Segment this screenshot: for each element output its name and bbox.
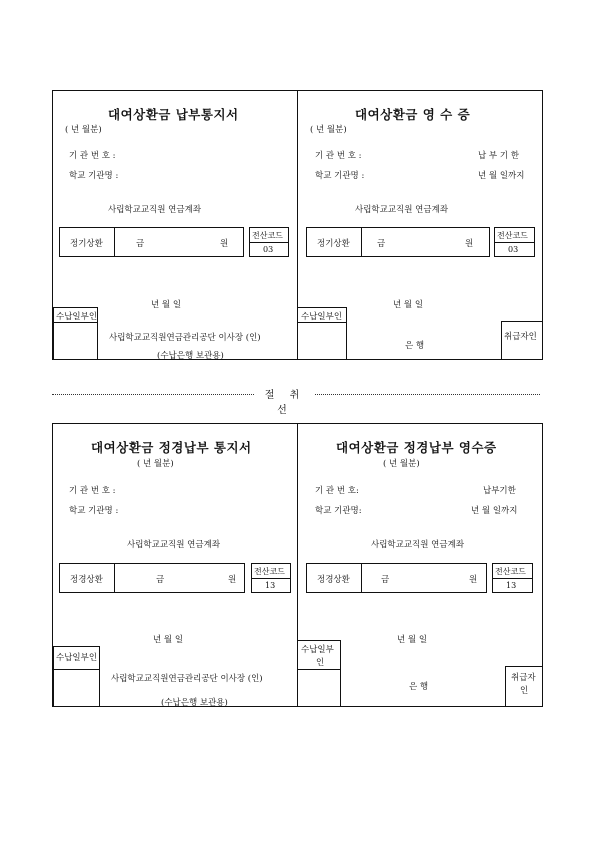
bottom-right-code-label: 전산코드 <box>495 567 526 576</box>
bottom-right-handler-stamp <box>505 666 543 707</box>
bottom-left-title: 대여상환금 정경납부 통지서 <box>91 440 252 455</box>
top-right-amount-box <box>306 227 490 257</box>
bottom-left-code-value: 13 <box>265 581 276 590</box>
bottom-right-title: 대여상환금 정경납부 영수증 <box>336 440 497 455</box>
bottom-left-account: 사립학교교직원 연금계좌 <box>127 540 221 550</box>
bottom-left-won: 원 <box>228 575 237 585</box>
bottom-right-code-box <box>492 563 533 593</box>
bottom-right-date: 년 월 일 <box>397 635 428 645</box>
bottom-left-keep: (수납은행 보관용) <box>161 698 228 708</box>
top-right-won: 원 <box>465 239 474 249</box>
bottom-right-received-label-1: 수납일부 <box>301 645 334 655</box>
top-left-repay-label: 정기상환 <box>70 239 103 249</box>
bottom-right-bank: 은 행 <box>409 682 429 692</box>
bottom-left-school-agency: 학교 기관명 : <box>69 506 119 516</box>
top-left-year: ( 년 월분) <box>65 125 102 135</box>
top-left-agency-no: 기 관 번 호 : <box>69 151 116 161</box>
bottom-form <box>52 423 543 707</box>
bottom-left-amount-box <box>59 563 245 593</box>
cut-line-label: 절 취 선 <box>255 386 315 416</box>
top-form <box>52 90 543 360</box>
bottom-left-date: 년 월 일 <box>153 635 184 645</box>
top-right-amount-label: 금 <box>377 239 386 249</box>
bottom-left-received-stamp <box>53 646 100 707</box>
bottom-left-repay-label: 정경상환 <box>70 575 103 585</box>
top-left-code-box <box>249 227 289 257</box>
top-right-account: 사립학교교직원 연금계좌 <box>355 205 449 215</box>
top-right-due-date: 년 월 일까지 <box>478 171 525 181</box>
top-right-code-value: 03 <box>508 245 519 254</box>
bottom-right-school-agency: 학교 기관명: <box>315 506 362 516</box>
bottom-left-issuer: 사립학교교직원연금관리공단 이사장 (인) <box>111 674 263 684</box>
bottom-right-agency-no: 기 관 번 호: <box>315 486 359 496</box>
top-left-title: 대여상환금 납부통지서 <box>108 107 239 122</box>
top-left-code-label: 전산코드 <box>252 231 283 240</box>
top-left-date: 년 월 일 <box>151 300 182 310</box>
top-right-repay-label: 정기상환 <box>317 239 350 249</box>
top-right-received-stamp <box>297 307 347 360</box>
top-right-code-box <box>494 227 535 257</box>
bottom-left-amount-label: 금 <box>156 575 165 585</box>
bottom-left-agency-no: 기 관 번 호 : <box>69 486 116 496</box>
bottom-right-due-label: 납부기한 <box>483 486 516 496</box>
bottom-right-amount-label: 금 <box>381 575 390 585</box>
top-left-amount-label: 금 <box>136 239 145 249</box>
top-left-issuer: 사립학교교직원연금관리공단 이사장 (인) <box>109 333 261 343</box>
top-right-school-agency: 학교 기관명 : <box>315 171 365 181</box>
top-left-received-label: 수납일부인 <box>56 312 98 322</box>
bottom-left-year: ( 년 월분) <box>137 459 174 469</box>
bottom-right-repay-label: 정경상환 <box>317 575 350 585</box>
top-right-handler-stamp <box>501 321 543 360</box>
bottom-right-amount-box <box>306 563 487 593</box>
top-right-year: ( 년 월분) <box>310 125 347 135</box>
top-left-account: 사립학교교직원 연금계좌 <box>108 205 202 215</box>
bottom-left-code-box <box>251 563 291 593</box>
top-right-date: 년 월 일 <box>393 300 424 310</box>
top-right-title: 대여상환금 영 수 증 <box>355 107 471 122</box>
bottom-left-code-label: 전산코드 <box>254 567 285 576</box>
top-left-won: 원 <box>220 239 229 249</box>
bottom-right-received-stamp <box>297 640 341 707</box>
top-right-code-label: 전산코드 <box>497 231 528 240</box>
bottom-right-due-date: 년 월 일까지 <box>471 506 518 516</box>
top-left-code-value: 03 <box>263 245 274 254</box>
top-left-received-stamp <box>53 307 98 360</box>
bottom-left-received-label: 수납일부인 <box>56 653 98 663</box>
top-right-bank: 은 행 <box>405 341 425 351</box>
top-right-agency-no: 기 관 번 호 : <box>315 151 362 161</box>
bottom-right-year: ( 년 월분) <box>383 459 420 469</box>
bottom-right-account: 사립학교교직원 연금계좌 <box>371 540 465 550</box>
top-left-school-agency: 학교 기관명 : <box>69 171 119 181</box>
bottom-right-received-label-2: 인 <box>316 658 325 668</box>
top-left-amount-box <box>59 227 244 257</box>
bottom-right-handler-label-1: 취급자 <box>511 673 536 683</box>
top-right-due-label: 납 부 기 한 <box>478 151 519 161</box>
bottom-right-won: 원 <box>469 575 478 585</box>
top-left-keep: (수납은행 보관용) <box>157 351 224 361</box>
bottom-right-code-value: 13 <box>506 581 517 590</box>
bottom-right-handler-label-2: 인 <box>520 686 529 696</box>
top-right-received-label: 수납일부인 <box>301 312 343 322</box>
top-right-handler-label: 취급자인 <box>504 332 537 342</box>
